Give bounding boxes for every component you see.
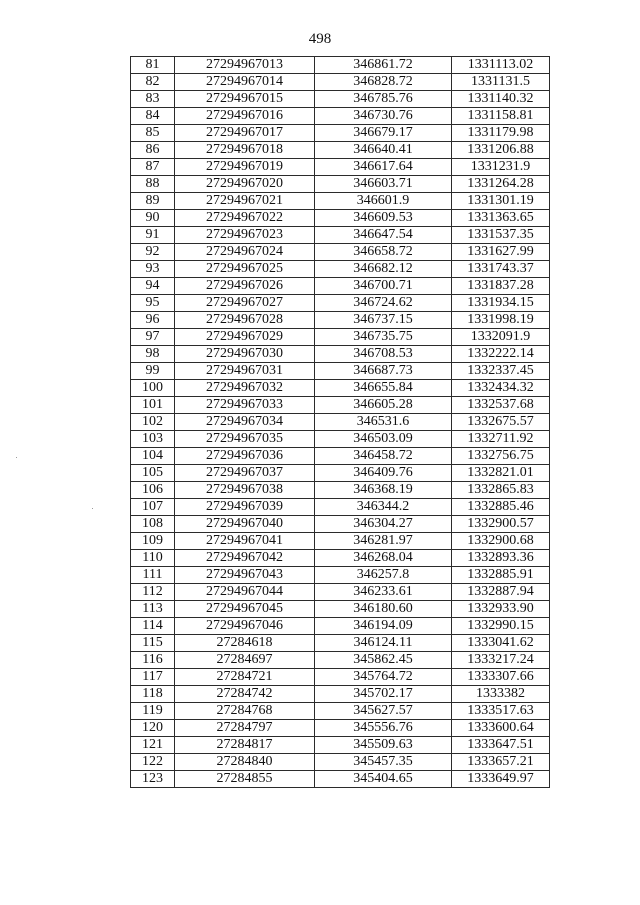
table-row	[131, 601, 550, 618]
x-coordinate-cell: 345404.65	[315, 771, 452, 788]
object-id-cell: 27284768	[175, 703, 315, 720]
x-coordinate-cell: 346180.60	[315, 601, 452, 618]
object-id-cell: 27294967038	[175, 482, 315, 499]
object-id-cell: 27284855	[175, 771, 315, 788]
row-number-cell: 109	[131, 533, 175, 550]
table-row	[131, 584, 550, 601]
table-row	[131, 499, 550, 516]
table-row	[131, 737, 550, 754]
y-coordinate-cell: 1332990.15	[452, 618, 550, 635]
object-id-cell: 27294967044	[175, 584, 315, 601]
row-number-cell: 110	[131, 550, 175, 567]
table-row	[131, 57, 550, 74]
row-number-cell: 118	[131, 686, 175, 703]
object-id-cell: 27294967022	[175, 210, 315, 227]
object-id-cell: 27284618	[175, 635, 315, 652]
table-row	[131, 482, 550, 499]
x-coordinate-cell: 346737.15	[315, 312, 452, 329]
object-id-cell: 27294967043	[175, 567, 315, 584]
row-number-cell: 123	[131, 771, 175, 788]
y-coordinate-cell: 1331158.81	[452, 108, 550, 125]
y-coordinate-cell: 1331537.35	[452, 227, 550, 244]
x-coordinate-cell: 345702.17	[315, 686, 452, 703]
table-row	[131, 703, 550, 720]
row-number-cell: 116	[131, 652, 175, 669]
y-coordinate-cell: 1332900.57	[452, 516, 550, 533]
row-number-cell: 111	[131, 567, 175, 584]
object-id-cell: 27294967034	[175, 414, 315, 431]
x-coordinate-cell: 345862.45	[315, 652, 452, 669]
row-number-cell: 120	[131, 720, 175, 737]
table-row	[131, 465, 550, 482]
y-coordinate-cell: 1333647.51	[452, 737, 550, 754]
table-row	[131, 142, 550, 159]
object-id-cell: 27294967035	[175, 431, 315, 448]
x-coordinate-cell: 346603.71	[315, 176, 452, 193]
row-number-cell: 101	[131, 397, 175, 414]
object-id-cell: 27284742	[175, 686, 315, 703]
row-number-cell: 90	[131, 210, 175, 227]
object-id-cell: 27294967040	[175, 516, 315, 533]
row-number-cell: 107	[131, 499, 175, 516]
row-number-cell: 94	[131, 278, 175, 295]
table-row	[131, 312, 550, 329]
table-row	[131, 652, 550, 669]
object-id-cell: 27294967030	[175, 346, 315, 363]
x-coordinate-cell: 346861.72	[315, 57, 452, 74]
row-number-cell: 105	[131, 465, 175, 482]
x-coordinate-cell: 346503.09	[315, 431, 452, 448]
table-row	[131, 635, 550, 652]
object-id-cell: 27284721	[175, 669, 315, 686]
table-row	[131, 431, 550, 448]
row-number-cell: 88	[131, 176, 175, 193]
x-coordinate-cell: 346304.27	[315, 516, 452, 533]
row-number-cell: 122	[131, 754, 175, 771]
y-coordinate-cell: 1333657.21	[452, 754, 550, 771]
coordinate-table	[130, 56, 550, 788]
y-coordinate-cell: 1332675.57	[452, 414, 550, 431]
object-id-cell: 27294967018	[175, 142, 315, 159]
x-coordinate-cell: 346233.61	[315, 584, 452, 601]
object-id-cell: 27294967021	[175, 193, 315, 210]
y-coordinate-cell: 1331743.37	[452, 261, 550, 278]
object-id-cell: 27294967033	[175, 397, 315, 414]
object-id-cell: 27294967024	[175, 244, 315, 261]
table-row	[131, 261, 550, 278]
row-number-cell: 104	[131, 448, 175, 465]
y-coordinate-cell: 1333041.62	[452, 635, 550, 652]
table-body	[131, 57, 550, 788]
table-row	[131, 210, 550, 227]
object-id-cell: 27294967046	[175, 618, 315, 635]
table-row	[131, 533, 550, 550]
x-coordinate-cell: 346658.72	[315, 244, 452, 261]
x-coordinate-cell: 346708.53	[315, 346, 452, 363]
x-coordinate-cell: 346679.17	[315, 125, 452, 142]
table-row	[131, 720, 550, 737]
y-coordinate-cell: 1331998.19	[452, 312, 550, 329]
object-id-cell: 27294967026	[175, 278, 315, 295]
y-coordinate-cell: 1331934.15	[452, 295, 550, 312]
y-coordinate-cell: 1333217.24	[452, 652, 550, 669]
row-number-cell: 97	[131, 329, 175, 346]
y-coordinate-cell: 1332537.68	[452, 397, 550, 414]
row-number-cell: 87	[131, 159, 175, 176]
row-number-cell: 114	[131, 618, 175, 635]
x-coordinate-cell: 346785.76	[315, 91, 452, 108]
row-number-cell: 89	[131, 193, 175, 210]
table-row	[131, 380, 550, 397]
table-row	[131, 295, 550, 312]
row-number-cell: 95	[131, 295, 175, 312]
x-coordinate-cell: 346601.9	[315, 193, 452, 210]
row-number-cell: 112	[131, 584, 175, 601]
row-number-cell: 113	[131, 601, 175, 618]
table-row	[131, 125, 550, 142]
row-number-cell: 93	[131, 261, 175, 278]
x-coordinate-cell: 346124.11	[315, 635, 452, 652]
object-id-cell: 27294967019	[175, 159, 315, 176]
y-coordinate-cell: 1332821.01	[452, 465, 550, 482]
table-row	[131, 244, 550, 261]
y-coordinate-cell: 1332091.9	[452, 329, 550, 346]
x-coordinate-cell: 345764.72	[315, 669, 452, 686]
x-coordinate-cell: 346655.84	[315, 380, 452, 397]
row-number-cell: 100	[131, 380, 175, 397]
table-row	[131, 686, 550, 703]
row-number-cell: 103	[131, 431, 175, 448]
y-coordinate-cell: 1331113.02	[452, 57, 550, 74]
table-row	[131, 550, 550, 567]
table-row	[131, 278, 550, 295]
object-id-cell: 27294967042	[175, 550, 315, 567]
row-number-cell: 86	[131, 142, 175, 159]
object-id-cell: 27294967015	[175, 91, 315, 108]
y-coordinate-cell: 1331231.9	[452, 159, 550, 176]
x-coordinate-cell: 346605.28	[315, 397, 452, 414]
table-row	[131, 108, 550, 125]
y-coordinate-cell: 1331179.98	[452, 125, 550, 142]
object-id-cell: 27294967032	[175, 380, 315, 397]
row-number-cell: 98	[131, 346, 175, 363]
table-row	[131, 567, 550, 584]
x-coordinate-cell: 346194.09	[315, 618, 452, 635]
object-id-cell: 27294967029	[175, 329, 315, 346]
object-id-cell: 27294967016	[175, 108, 315, 125]
y-coordinate-cell: 1332434.32	[452, 380, 550, 397]
x-coordinate-cell: 346687.73	[315, 363, 452, 380]
table-row	[131, 516, 550, 533]
margin-dot	[16, 457, 17, 458]
row-number-cell: 106	[131, 482, 175, 499]
y-coordinate-cell: 1333649.97	[452, 771, 550, 788]
object-id-cell: 27284817	[175, 737, 315, 754]
table-row	[131, 74, 550, 91]
row-number-cell: 108	[131, 516, 175, 533]
x-coordinate-cell: 346268.04	[315, 550, 452, 567]
object-id-cell: 27294967041	[175, 533, 315, 550]
y-coordinate-cell: 1333382	[452, 686, 550, 703]
row-number-cell: 115	[131, 635, 175, 652]
y-coordinate-cell: 1332865.83	[452, 482, 550, 499]
object-id-cell: 27284697	[175, 652, 315, 669]
x-coordinate-cell: 346531.6	[315, 414, 452, 431]
x-coordinate-cell: 346409.76	[315, 465, 452, 482]
table-row	[131, 159, 550, 176]
row-number-cell: 121	[131, 737, 175, 754]
x-coordinate-cell: 346682.12	[315, 261, 452, 278]
object-id-cell: 27284840	[175, 754, 315, 771]
x-coordinate-cell: 346828.72	[315, 74, 452, 91]
y-coordinate-cell: 1333307.66	[452, 669, 550, 686]
table-row	[131, 346, 550, 363]
y-coordinate-cell: 1331837.28	[452, 278, 550, 295]
x-coordinate-cell: 346647.54	[315, 227, 452, 244]
object-id-cell: 27294967039	[175, 499, 315, 516]
y-coordinate-cell: 1332887.94	[452, 584, 550, 601]
row-number-cell: 83	[131, 91, 175, 108]
x-coordinate-cell: 346344.2	[315, 499, 452, 516]
x-coordinate-cell: 346458.72	[315, 448, 452, 465]
table-row	[131, 448, 550, 465]
row-number-cell: 92	[131, 244, 175, 261]
y-coordinate-cell: 1331140.32	[452, 91, 550, 108]
y-coordinate-cell: 1332711.92	[452, 431, 550, 448]
x-coordinate-cell: 346730.76	[315, 108, 452, 125]
table-row	[131, 176, 550, 193]
row-number-cell: 81	[131, 57, 175, 74]
row-number-cell: 84	[131, 108, 175, 125]
row-number-cell: 96	[131, 312, 175, 329]
table-row	[131, 329, 550, 346]
row-number-cell: 117	[131, 669, 175, 686]
y-coordinate-cell: 1332885.46	[452, 499, 550, 516]
object-id-cell: 27294967028	[175, 312, 315, 329]
object-id-cell: 27294967045	[175, 601, 315, 618]
y-coordinate-cell: 1333517.63	[452, 703, 550, 720]
page-number: 498	[308, 31, 332, 47]
row-number-cell: 85	[131, 125, 175, 142]
object-id-cell: 27294967037	[175, 465, 315, 482]
y-coordinate-cell: 1331627.99	[452, 244, 550, 261]
y-coordinate-cell: 1332893.36	[452, 550, 550, 567]
row-number-cell: 82	[131, 74, 175, 91]
table-row	[131, 227, 550, 244]
object-id-cell: 27284797	[175, 720, 315, 737]
x-coordinate-cell: 345556.76	[315, 720, 452, 737]
y-coordinate-cell: 1331264.28	[452, 176, 550, 193]
table-row	[131, 91, 550, 108]
object-id-cell: 27294967023	[175, 227, 315, 244]
y-coordinate-cell: 1331131.5	[452, 74, 550, 91]
x-coordinate-cell: 346281.97	[315, 533, 452, 550]
row-number-cell: 99	[131, 363, 175, 380]
x-coordinate-cell: 346257.8	[315, 567, 452, 584]
object-id-cell: 27294967036	[175, 448, 315, 465]
x-coordinate-cell: 346609.53	[315, 210, 452, 227]
x-coordinate-cell: 346700.71	[315, 278, 452, 295]
x-coordinate-cell: 346640.41	[315, 142, 452, 159]
x-coordinate-cell: 346617.64	[315, 159, 452, 176]
object-id-cell: 27294967025	[175, 261, 315, 278]
object-id-cell: 27294967014	[175, 74, 315, 91]
y-coordinate-cell: 1331363.65	[452, 210, 550, 227]
object-id-cell: 27294967013	[175, 57, 315, 74]
x-coordinate-cell: 345627.57	[315, 703, 452, 720]
y-coordinate-cell: 1332337.45	[452, 363, 550, 380]
table-row	[131, 397, 550, 414]
y-coordinate-cell: 1332222.14	[452, 346, 550, 363]
y-coordinate-cell: 1331301.19	[452, 193, 550, 210]
object-id-cell: 27294967017	[175, 125, 315, 142]
table-row	[131, 669, 550, 686]
row-number-cell: 119	[131, 703, 175, 720]
x-coordinate-cell: 346735.75	[315, 329, 452, 346]
table-row	[131, 363, 550, 380]
y-coordinate-cell: 1332756.75	[452, 448, 550, 465]
object-id-cell: 27294967031	[175, 363, 315, 380]
y-coordinate-cell: 1332933.90	[452, 601, 550, 618]
x-coordinate-cell: 346724.62	[315, 295, 452, 312]
x-coordinate-cell: 345457.35	[315, 754, 452, 771]
y-coordinate-cell: 1332900.68	[452, 533, 550, 550]
y-coordinate-cell: 1333600.64	[452, 720, 550, 737]
x-coordinate-cell: 345509.63	[315, 737, 452, 754]
table-row	[131, 618, 550, 635]
row-number-cell: 102	[131, 414, 175, 431]
object-id-cell: 27294967020	[175, 176, 315, 193]
table-row	[131, 193, 550, 210]
table-row	[131, 414, 550, 431]
y-coordinate-cell: 1331206.88	[452, 142, 550, 159]
row-number-cell: 91	[131, 227, 175, 244]
margin-dot	[92, 508, 93, 509]
y-coordinate-cell: 1332885.91	[452, 567, 550, 584]
object-id-cell: 27294967027	[175, 295, 315, 312]
table-row	[131, 754, 550, 771]
x-coordinate-cell: 346368.19	[315, 482, 452, 499]
table-row	[131, 771, 550, 788]
